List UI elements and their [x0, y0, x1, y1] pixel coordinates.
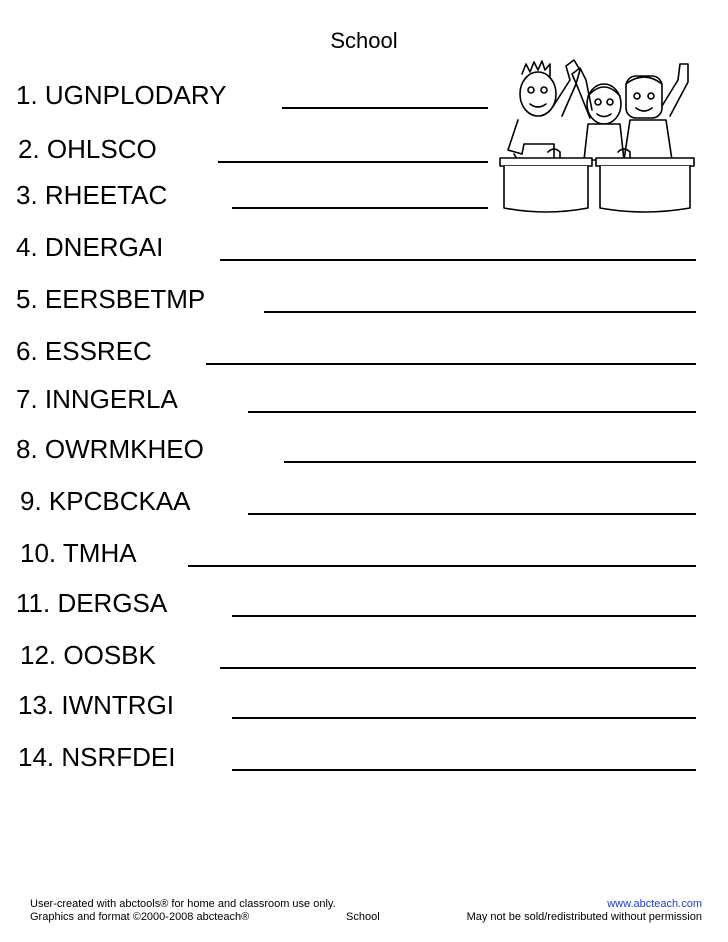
answer-blank[interactable] — [218, 139, 488, 163]
footer-website-link[interactable]: www.abcteach.com — [607, 898, 702, 910]
answer-blank[interactable] — [206, 341, 696, 365]
word-row — [20, 486, 191, 517]
scrambled-word: 12. OOSBK — [20, 640, 156, 670]
word-row — [16, 434, 204, 465]
answer-blank[interactable] — [188, 543, 696, 567]
word-row — [18, 134, 157, 165]
word-row — [18, 742, 176, 773]
answer-blank[interactable] — [282, 85, 488, 109]
answer-blank[interactable] — [264, 289, 696, 313]
word-row — [16, 384, 178, 415]
answer-blank[interactable] — [232, 185, 488, 209]
students-cheering-illustration — [496, 48, 700, 214]
footer-copyright: Graphics and format ©2000-2008 abcteach® — [30, 911, 250, 923]
scrambled-word: 2. OHLSCO — [18, 134, 157, 164]
word-row — [18, 690, 174, 721]
answer-blank[interactable] — [232, 747, 696, 771]
word-row — [16, 80, 226, 111]
scrambled-word: 7. INNGERLA — [16, 384, 178, 414]
word-row — [20, 538, 137, 569]
scrambled-word: 9. KPCBCKAA — [20, 486, 191, 516]
scrambled-word: 11. DERGSA — [16, 588, 168, 618]
answer-blank[interactable] — [232, 695, 696, 719]
scrambled-word: 10. TMHA — [20, 538, 137, 568]
answer-blank[interactable] — [284, 439, 696, 463]
scrambled-word: 3. RHEETAC — [16, 180, 168, 210]
footer-worksheet-title: School — [346, 911, 380, 923]
footer-usage-note: User-created with abctools® for home and classroom use only. — [30, 898, 336, 910]
scrambled-word: 14. NSRFDEI — [18, 742, 176, 772]
answer-blank[interactable] — [248, 491, 696, 515]
scrambled-word: 6. ESSREC — [16, 336, 152, 366]
scrambled-word: 8. OWRMKHEO — [16, 434, 204, 464]
answer-blank[interactable] — [232, 593, 696, 617]
word-row — [16, 336, 152, 367]
word-row — [16, 588, 167, 619]
scrambled-word: 1. UGNPLODARY — [16, 80, 227, 110]
word-row — [16, 284, 205, 315]
scrambled-word: 5. EERSBETMP — [16, 284, 206, 314]
scrambled-word: 13. IWNTRGI — [18, 690, 175, 720]
word-row — [20, 640, 156, 671]
footer-redistribution-note: May not be sold/redistributed without permission — [466, 911, 702, 923]
answer-blank[interactable] — [220, 237, 696, 261]
word-row — [16, 232, 163, 263]
answer-blank[interactable] — [220, 645, 696, 669]
scrambled-word: 4. DNERGAI — [16, 232, 164, 262]
word-row — [16, 180, 167, 211]
answer-blank[interactable] — [248, 389, 696, 413]
page-title: School — [330, 28, 398, 53]
